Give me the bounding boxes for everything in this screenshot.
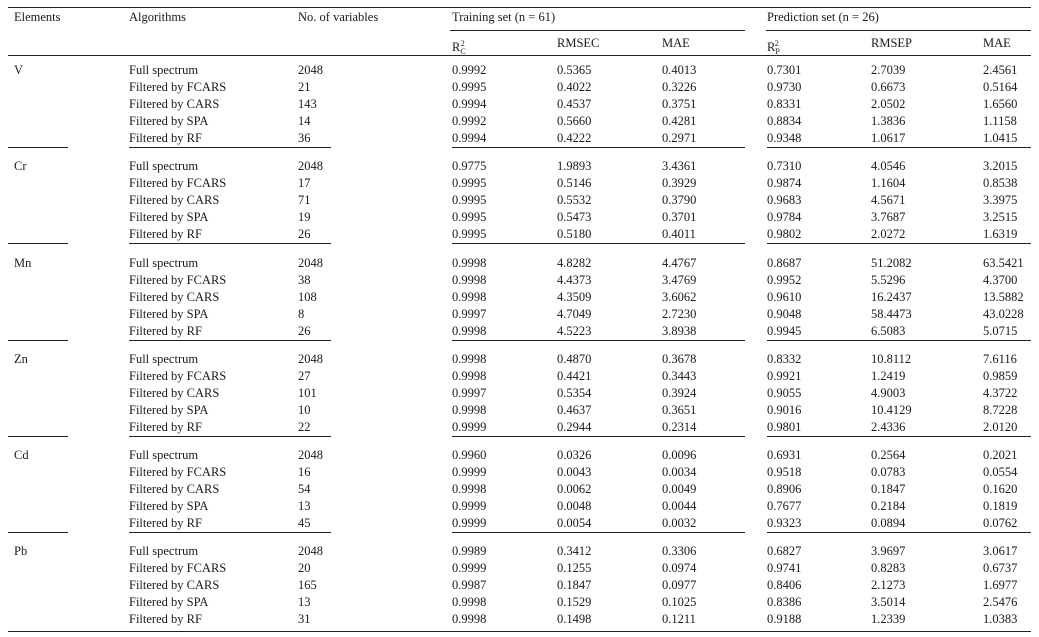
r2p-cell: 0.9945 — [767, 323, 802, 338]
algorithm-cell: Filtered by RF — [129, 612, 202, 627]
r2c-cell: 0.9994 — [452, 97, 487, 112]
r2p-cell: 0.8906 — [767, 482, 802, 497]
algorithm-cell: Full spectrum — [129, 448, 199, 462]
algorithm-cell: Filtered by CARS — [129, 482, 220, 497]
r2p-cell: 0.9921 — [767, 368, 802, 383]
variables-cell: 108 — [298, 289, 317, 304]
algorithm-cell: Filtered by RF — [129, 516, 202, 531]
mae-prediction-cell: 1.1158 — [983, 114, 1017, 129]
r2c-cell: 0.9998 — [452, 482, 487, 497]
mae-training-cell: 0.3751 — [662, 97, 697, 112]
rmsep-cell: 10.8112 — [871, 351, 912, 366]
header-rmsec: RMSEC — [557, 36, 600, 50]
group-separator-rule — [298, 340, 331, 341]
r2c-cell: 0.9999 — [452, 561, 487, 576]
rmsec-cell: 0.5354 — [557, 385, 592, 400]
r2p-cell: 0.7677 — [767, 499, 802, 514]
rmsec-cell: 0.5473 — [557, 210, 592, 225]
rmsep-cell: 3.5014 — [871, 595, 906, 610]
rmsep-cell: 1.1604 — [871, 176, 906, 191]
algorithm-cell: Filtered by CARS — [129, 289, 220, 304]
variables-cell: 2048 — [298, 63, 323, 77]
group-separator-rule — [767, 340, 1031, 341]
rmsec-cell: 0.4022 — [557, 80, 592, 95]
r2p-cell: 0.6827 — [767, 544, 802, 559]
algorithm-cell: Filtered by SPA — [129, 595, 209, 610]
bottom-rule — [8, 631, 1031, 632]
r2c-cell: 0.9999 — [452, 499, 487, 514]
r2c-cell: 0.9998 — [452, 272, 487, 287]
group-separator-rule — [8, 532, 68, 533]
variables-cell: 2048 — [298, 159, 323, 174]
r2p-cell: 0.9048 — [767, 306, 802, 321]
rmsec-cell: 4.4373 — [557, 272, 592, 287]
variables-cell: 8 — [298, 306, 305, 321]
rmsec-cell: 0.0054 — [557, 516, 592, 531]
header-elements: Elements — [14, 10, 61, 24]
mae-prediction-cell: 2.5476 — [983, 595, 1018, 610]
variables-cell: 101 — [298, 385, 317, 400]
rmsec-cell: 0.5532 — [557, 193, 592, 208]
element-label: Mn — [14, 255, 32, 270]
r2p-cell: 0.8687 — [767, 255, 802, 270]
mae-training-cell: 0.3306 — [662, 544, 697, 559]
r2c-cell: 0.9987 — [452, 578, 487, 593]
algorithm-cell: Filtered by FCARS — [129, 272, 227, 287]
mae-training-cell: 0.4011 — [662, 227, 696, 242]
mae-training-cell: 0.1025 — [662, 595, 697, 610]
mae-prediction-cell: 2.0120 — [983, 419, 1018, 434]
mae-prediction-cell: 4.3700 — [983, 272, 1018, 287]
r2p-cell: 0.7310 — [767, 159, 802, 174]
mae-training-cell: 0.0974 — [662, 561, 697, 576]
r2c-cell: 0.9995 — [452, 193, 487, 208]
algorithm-cell: Filtered by FCARS — [129, 80, 227, 95]
r2c-sub: C — [460, 47, 466, 56]
rmsep-cell: 3.7687 — [871, 210, 906, 225]
variables-cell: 13 — [298, 499, 311, 514]
algorithm-cell: Filtered by FCARS — [129, 368, 227, 383]
r2p-cell: 0.9055 — [767, 385, 802, 400]
variables-cell: 21 — [298, 80, 311, 95]
mae-prediction-cell: 8.7228 — [983, 402, 1018, 417]
r2p-cell: 0.9741 — [767, 561, 802, 576]
mae-prediction-cell: 43.0228 — [983, 306, 1024, 321]
variables-cell: 143 — [298, 97, 317, 112]
r2c-cell: 0.9998 — [452, 351, 487, 366]
mae-training-cell: 0.3443 — [662, 368, 697, 383]
algorithm-cell: Filtered by RF — [129, 419, 202, 434]
mae-prediction-cell: 3.2515 — [983, 210, 1018, 225]
algorithm-cell: Filtered by FCARS — [129, 176, 227, 191]
r2c-cell: 0.9998 — [452, 323, 487, 338]
mae-training-cell: 0.3651 — [662, 402, 697, 417]
element-label: Pb — [14, 544, 28, 559]
rmsep-cell: 2.7039 — [871, 63, 906, 77]
algorithm-cell: Full spectrum — [129, 544, 199, 559]
r2p-cell: 0.9952 — [767, 272, 802, 287]
variables-cell: 17 — [298, 176, 311, 191]
group-separator-rule — [452, 436, 745, 437]
rmsep-cell: 1.2419 — [871, 368, 906, 383]
algorithm-cell: Filtered by SPA — [129, 306, 209, 321]
mae-training-cell: 0.4013 — [662, 63, 697, 77]
group-separator-rule — [8, 147, 68, 148]
variables-cell: 20 — [298, 561, 311, 576]
rmsep-cell: 2.0502 — [871, 97, 906, 112]
header-algorithms: Algorithms — [129, 10, 186, 24]
r2c-cell: 0.9994 — [452, 131, 487, 146]
rmsep-cell: 0.2564 — [871, 448, 906, 462]
mae-prediction-cell: 3.3975 — [983, 193, 1018, 208]
algorithm-cell: Filtered by CARS — [129, 97, 220, 112]
group-separator-rule — [8, 340, 68, 341]
r2c-r: R — [452, 40, 461, 54]
mae-training-cell: 2.7230 — [662, 306, 697, 321]
r2p-cell: 0.8386 — [767, 595, 802, 610]
mae-prediction-cell: 1.0383 — [983, 612, 1018, 627]
mae-prediction-cell: 0.1620 — [983, 482, 1018, 497]
rmsep-cell: 0.6673 — [871, 80, 906, 95]
rmsec-cell: 0.5146 — [557, 176, 592, 191]
mae-prediction-cell: 7.6116 — [983, 351, 1017, 366]
group-separator-rule — [452, 532, 745, 533]
r2p-cell: 0.9874 — [767, 176, 802, 191]
algorithm-cell: Full spectrum — [129, 159, 199, 174]
mae-training-cell: 3.4361 — [662, 159, 697, 174]
mae-training-cell: 0.0977 — [662, 578, 697, 593]
variables-cell: 27 — [298, 368, 311, 383]
algorithm-cell: Filtered by SPA — [129, 499, 209, 514]
r2c-cell: 0.9999 — [452, 516, 487, 531]
rmsep-cell: 3.9697 — [871, 544, 906, 559]
mae-prediction-cell: 3.0617 — [983, 544, 1018, 559]
mae-training-cell: 0.2971 — [662, 131, 697, 146]
mae-training-cell: 0.3678 — [662, 351, 697, 366]
rmsep-cell: 51.2082 — [871, 255, 912, 270]
header-variables: No. of variables — [298, 10, 379, 24]
mae-prediction-cell: 0.0554 — [983, 465, 1018, 480]
r2c-cell: 0.9989 — [452, 544, 487, 559]
variables-cell: 71 — [298, 193, 311, 208]
algorithm-cell: Filtered by FCARS — [129, 561, 227, 576]
element-label: Zn — [14, 351, 28, 366]
r2p-cell: 0.9683 — [767, 193, 802, 208]
rmsec-cell: 0.0043 — [557, 465, 592, 480]
group-separator-rule — [767, 436, 1031, 437]
group-separator-rule — [452, 243, 745, 244]
algorithm-cell: Full spectrum — [129, 255, 199, 270]
r2p-cell: 0.6931 — [767, 448, 802, 462]
header-prediction-set: Prediction set (n = 26) — [767, 10, 879, 24]
group-separator-rule — [767, 532, 1031, 533]
r2c-cell: 0.9960 — [452, 448, 487, 462]
variables-cell: 26 — [298, 323, 311, 338]
rmsec-cell: 0.5660 — [557, 114, 592, 129]
header-mae-training: MAE — [662, 36, 690, 50]
rmsec-cell: 0.5365 — [557, 63, 592, 77]
algorithm-cell: Filtered by RF — [129, 131, 202, 146]
mae-training-cell: 3.8938 — [662, 323, 697, 338]
r2c-cell: 0.9998 — [452, 612, 487, 627]
rmsec-cell: 0.1529 — [557, 595, 592, 610]
mae-training-cell: 3.4769 — [662, 272, 697, 287]
mae-prediction-cell: 0.0762 — [983, 516, 1018, 531]
mae-training-cell: 0.0034 — [662, 465, 697, 480]
rmsep-cell: 0.0783 — [871, 465, 906, 480]
r2p-cell: 0.9518 — [767, 465, 802, 480]
variables-cell: 38 — [298, 272, 311, 287]
r2p-cell: 0.8332 — [767, 351, 802, 366]
mae-training-cell: 0.4281 — [662, 114, 697, 129]
rmsep-cell: 0.0894 — [871, 516, 906, 531]
rmsep-cell: 0.2184 — [871, 499, 906, 514]
element-label: V — [14, 63, 24, 77]
r2c-cell: 0.9995 — [452, 80, 487, 95]
r2p-cell: 0.9730 — [767, 80, 802, 95]
rmsep-cell: 6.5083 — [871, 323, 906, 338]
rmsec-cell: 0.4870 — [557, 351, 592, 366]
r2p-cell: 0.8834 — [767, 114, 802, 129]
mae-training-cell: 3.6062 — [662, 289, 697, 304]
mae-prediction-cell: 0.6737 — [983, 561, 1018, 576]
variables-cell: 19 — [298, 210, 311, 225]
prediction-group-rule — [766, 30, 1031, 31]
mae-training-cell: 0.0044 — [662, 499, 697, 514]
r2c-cell: 0.9998 — [452, 402, 487, 417]
r2c-cell: 0.9995 — [452, 176, 487, 191]
training-group-rule — [450, 30, 745, 31]
variables-cell: 165 — [298, 578, 317, 593]
r2c-cell: 0.9999 — [452, 419, 487, 434]
algorithm-cell: Filtered by RF — [129, 323, 202, 338]
r2c-cell: 0.9998 — [452, 255, 487, 270]
mae-prediction-cell: 63.5421 — [983, 255, 1024, 270]
mae-prediction-cell: 1.6977 — [983, 578, 1018, 593]
rmsep-cell: 4.9003 — [871, 385, 906, 400]
variables-cell: 2048 — [298, 544, 323, 559]
rmsec-cell: 0.2944 — [557, 419, 592, 434]
rmsec-cell: 4.5223 — [557, 323, 592, 338]
rmsep-cell: 0.8283 — [871, 561, 906, 576]
group-separator-rule — [452, 340, 745, 341]
rmsec-cell: 4.3509 — [557, 289, 592, 304]
group-separator-rule — [452, 147, 745, 148]
rmsep-cell: 16.2437 — [871, 289, 912, 304]
group-separator-rule — [767, 243, 1031, 244]
r2p-cell: 0.9016 — [767, 402, 802, 417]
rmsep-cell: 2.4336 — [871, 419, 906, 434]
mae-training-cell: 0.0049 — [662, 482, 697, 497]
algorithm-cell: Full spectrum — [129, 351, 199, 366]
rmsec-cell: 0.0048 — [557, 499, 592, 514]
r2p-cell: 0.9610 — [767, 289, 802, 304]
mae-prediction-cell: 3.2015 — [983, 159, 1018, 174]
mae-prediction-cell: 0.8538 — [983, 176, 1018, 191]
mae-training-cell: 0.1211 — [662, 612, 696, 627]
variables-cell: 31 — [298, 612, 311, 627]
rmsep-cell: 2.1273 — [871, 578, 906, 593]
rmsec-cell: 4.8282 — [557, 255, 592, 270]
mae-prediction-cell: 1.0415 — [983, 131, 1018, 146]
r2p-cell: 0.8331 — [767, 97, 802, 112]
rmsep-cell: 2.0272 — [871, 227, 906, 242]
r2c-cell: 0.9998 — [452, 368, 487, 383]
r2c-cell: 0.9995 — [452, 227, 487, 242]
rmsep-cell: 4.5671 — [871, 193, 906, 208]
mae-prediction-cell: 1.6560 — [983, 97, 1018, 112]
r2p-cell: 0.7301 — [767, 63, 802, 77]
rmsep-cell: 0.1847 — [871, 482, 906, 497]
mae-prediction-cell: 13.5882 — [983, 289, 1024, 304]
algorithm-cell: Filtered by CARS — [129, 578, 220, 593]
algorithm-cell: Filtered by SPA — [129, 210, 209, 225]
algorithm-cell: Filtered by CARS — [129, 193, 220, 208]
r2c-cell: 0.9995 — [452, 210, 487, 225]
variables-cell: 45 — [298, 516, 311, 531]
mae-training-cell: 0.3929 — [662, 176, 697, 191]
header-training-set: Training set (n = 61) — [452, 10, 556, 24]
variables-cell: 13 — [298, 595, 311, 610]
mae-training-cell: 0.0096 — [662, 448, 697, 462]
group-separator-rule — [298, 243, 331, 244]
variables-cell: 22 — [298, 419, 311, 434]
r2c-cell: 0.9998 — [452, 289, 487, 304]
group-separator-rule — [298, 532, 331, 533]
rmsep-cell: 1.0617 — [871, 131, 906, 146]
rmsec-cell: 0.0326 — [557, 448, 592, 462]
element-label: Cr — [14, 159, 27, 174]
algorithm-cell: Filtered by RF — [129, 227, 202, 242]
mae-training-cell: 0.3924 — [662, 385, 697, 400]
algorithm-cell: Filtered by CARS — [129, 385, 220, 400]
r2p-cell: 0.8406 — [767, 578, 802, 593]
r2p-cell: 0.9323 — [767, 516, 802, 531]
mae-prediction-cell: 1.6319 — [983, 227, 1018, 242]
r2p-cell: 0.9801 — [767, 419, 802, 434]
header-r2c — [452, 36, 465, 59]
rmsep-cell: 5.5296 — [871, 272, 906, 287]
rmsec-cell: 4.7049 — [557, 306, 592, 321]
group-separator-rule — [298, 436, 331, 437]
variables-cell: 2048 — [298, 255, 323, 270]
rmsec-cell: 0.1498 — [557, 612, 592, 627]
rmsep-cell: 10.4129 — [871, 402, 912, 417]
rmsep-cell: 4.0546 — [871, 159, 906, 174]
rmsep-cell: 1.2339 — [871, 612, 906, 627]
rmsec-cell: 0.4537 — [557, 97, 592, 112]
mae-prediction-cell: 0.1819 — [983, 499, 1018, 514]
mae-prediction-cell: 5.0715 — [983, 323, 1018, 338]
variables-cell: 16 — [298, 465, 311, 480]
rmsec-cell: 0.4637 — [557, 402, 592, 417]
rmsec-cell: 0.4421 — [557, 368, 592, 383]
r2c-sup: 2 — [460, 39, 465, 48]
variables-cell: 2048 — [298, 351, 323, 366]
rmsep-cell: 58.4473 — [871, 306, 912, 321]
variables-cell: 36 — [298, 131, 311, 146]
rmsec-cell: 1.9893 — [557, 159, 592, 174]
mae-training-cell: 0.3226 — [662, 80, 697, 95]
variables-cell: 26 — [298, 227, 311, 242]
mae-prediction-cell: 4.3722 — [983, 385, 1018, 400]
mae-prediction-cell: 0.5164 — [983, 80, 1018, 95]
header-rmsep: RMSEP — [871, 36, 912, 50]
r2c-cell: 0.9992 — [452, 63, 487, 77]
group-separator-rule — [8, 436, 68, 437]
header-r2p — [767, 36, 779, 59]
mae-training-cell: 0.0032 — [662, 516, 697, 531]
r2p-cell: 0.9802 — [767, 227, 802, 242]
r2p-cell: 0.9784 — [767, 210, 802, 225]
rmsec-cell: 0.4222 — [557, 131, 592, 146]
rmsec-cell: 0.1255 — [557, 561, 592, 576]
mae-prediction-cell: 0.9859 — [983, 368, 1018, 383]
mae-prediction-cell: 0.2021 — [983, 448, 1018, 462]
rmsec-cell: 0.1847 — [557, 578, 592, 593]
r2p-cell: 0.9188 — [767, 612, 802, 627]
group-separator-rule — [767, 147, 1031, 148]
algorithm-cell: Full spectrum — [129, 63, 199, 77]
rmsep-cell: 1.3836 — [871, 114, 906, 129]
algorithm-cell: Filtered by FCARS — [129, 465, 227, 480]
mae-training-cell: 0.3790 — [662, 193, 697, 208]
r2p-cell: 0.9348 — [767, 131, 802, 146]
r2c-cell: 0.9775 — [452, 159, 487, 174]
mae-training-cell: 4.4767 — [662, 255, 697, 270]
algorithm-cell: Filtered by SPA — [129, 114, 209, 129]
r2c-cell: 0.9997 — [452, 306, 487, 321]
rmsec-cell: 0.5180 — [557, 227, 592, 242]
r2c-cell: 0.9997 — [452, 385, 487, 400]
variables-cell: 14 — [298, 114, 311, 129]
variables-cell: 2048 — [298, 448, 323, 462]
header-bottom-rule — [8, 55, 1031, 56]
group-separator-rule — [298, 147, 331, 148]
rmsec-cell: 0.0062 — [557, 482, 592, 497]
variables-cell: 54 — [298, 482, 311, 497]
r2p-sub: P — [775, 47, 780, 56]
group-separator-rule — [8, 243, 68, 244]
mae-training-cell: 0.3701 — [662, 210, 697, 225]
r2c-cell: 0.9998 — [452, 595, 487, 610]
header-mae-prediction: MAE — [983, 36, 1011, 50]
element-label: Cd — [14, 448, 29, 462]
algorithm-cell: Filtered by SPA — [129, 402, 209, 417]
r2p-sup: 2 — [774, 39, 779, 48]
mae-prediction-cell: 2.4561 — [983, 63, 1018, 77]
r2p-r: R — [767, 40, 776, 54]
top-rule — [8, 7, 1031, 8]
rmsec-cell: 0.3412 — [557, 544, 592, 559]
r2c-cell: 0.9992 — [452, 114, 487, 129]
r2c-cell: 0.9999 — [452, 465, 487, 480]
mae-training-cell: 0.2314 — [662, 419, 697, 434]
variables-cell: 10 — [298, 402, 311, 417]
